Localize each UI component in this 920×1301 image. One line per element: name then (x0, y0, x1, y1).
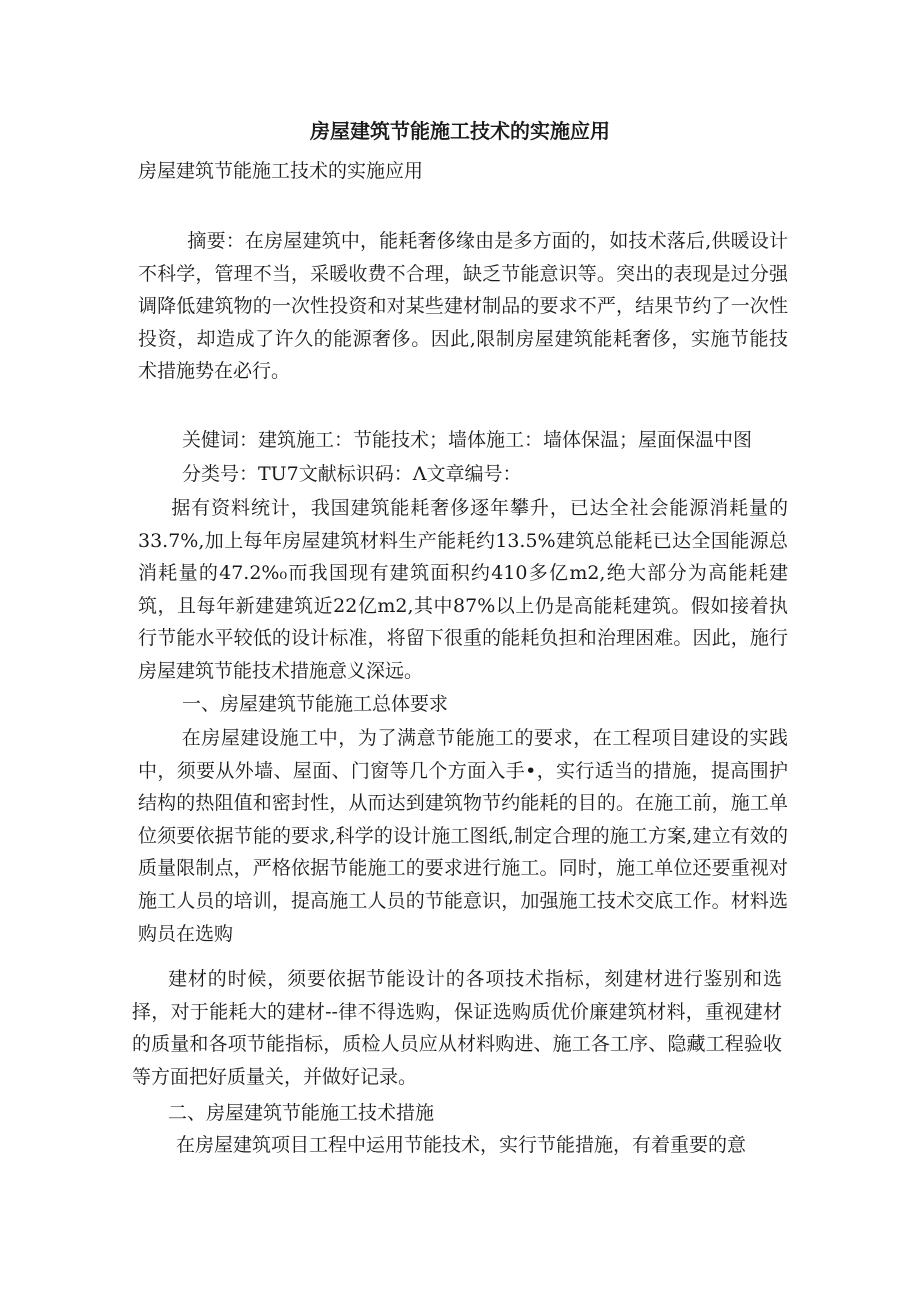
section-heading-1: 一、房屋建筑节能施工总体要求 (182, 693, 449, 715)
body-paragraph-measures: 在房屋建筑项目工程中运用节能技术，实行节能措施，有着重要的意 (176, 1134, 747, 1156)
abstract-paragraph: 摘要：在房屋建筑中，能耗奢侈缘由是多方面的，如技术落后,供暖设计不科学，管理不当，采暖收费不合理，缺乏节能意识等。突出的表现是过分强调降低建筑物的一次性投资和对某些建材制品的要求不严，结果节约了一次性投资，却造成了许久的能源奢侈。因此,限制房屋建筑能耗奢侈，实施节能技术措施势在必行。 (138, 230, 788, 383)
document-title: 房屋建筑节能施工技术的实施应用 (310, 119, 610, 143)
body-paragraph-statistics: 据有资料统计，我国建筑能耗奢侈逐年攀升，已达全社会能源消耗量的33.7%,加上每年房屋建筑材料生产能耗约13.5%建筑总能耗已达全国能源总消耗量的47.2%₀而我国现有建筑面积约410多亿m2,绝大部分为高能耗建筑，且每年新建建筑近22亿m2,其中87%以上仍是高能耗建筑。假如接着执行节能水平较低的设计标准，将留下很重的能耗负担和治理困难。因此，施行房屋建筑节能技术措施意义深远。 (138, 497, 788, 682)
classification-line: 分类号：TU7文献标识码：Λ文章编号： (182, 463, 522, 485)
body-paragraph-materials: 建材的时候，须要依据节能设计的各项技术指标，刻建材进行鉴别和选择，对于能耗大的建材--律不得选购，保证选购质优价廉建筑材料，重视建材的质量和各项节能指标，质检人员应从材料购进、施工各工序、隐藏工程验收等方面把好质量关，并做好记录。 (132, 968, 782, 1088)
body-paragraph-requirements: 在房屋建设施工中，为了满意节能施工的要求，在工程项目建设的实践中，须要从外墙、屋面、门窗等几个方面入手•，实行适当的措施，提高围护结构的热阻值和密封性，从而达到建筑物节约能耗的目的。在施工前，施工单位须要依据节能的要求,科学的设计施工图纸,制定合理的施工方案,建立有效的质量限制点，严格依据节能施工的要求进行施工。同时，施工单位还要重视对施工人员的培训，提高施工人员的节能意识，加强施工技术交底工作。材料选购员在选购 (138, 727, 788, 945)
section-heading-2: 二、房屋建筑节能施工技术措施 (168, 1102, 435, 1124)
document-subtitle: 房屋建筑节能施工技术的实施应用 (138, 160, 424, 182)
keywords-line: 关健词：建筑施工：节能技术；墙体施工：墙体保温；屋面保温中图 (182, 429, 753, 451)
